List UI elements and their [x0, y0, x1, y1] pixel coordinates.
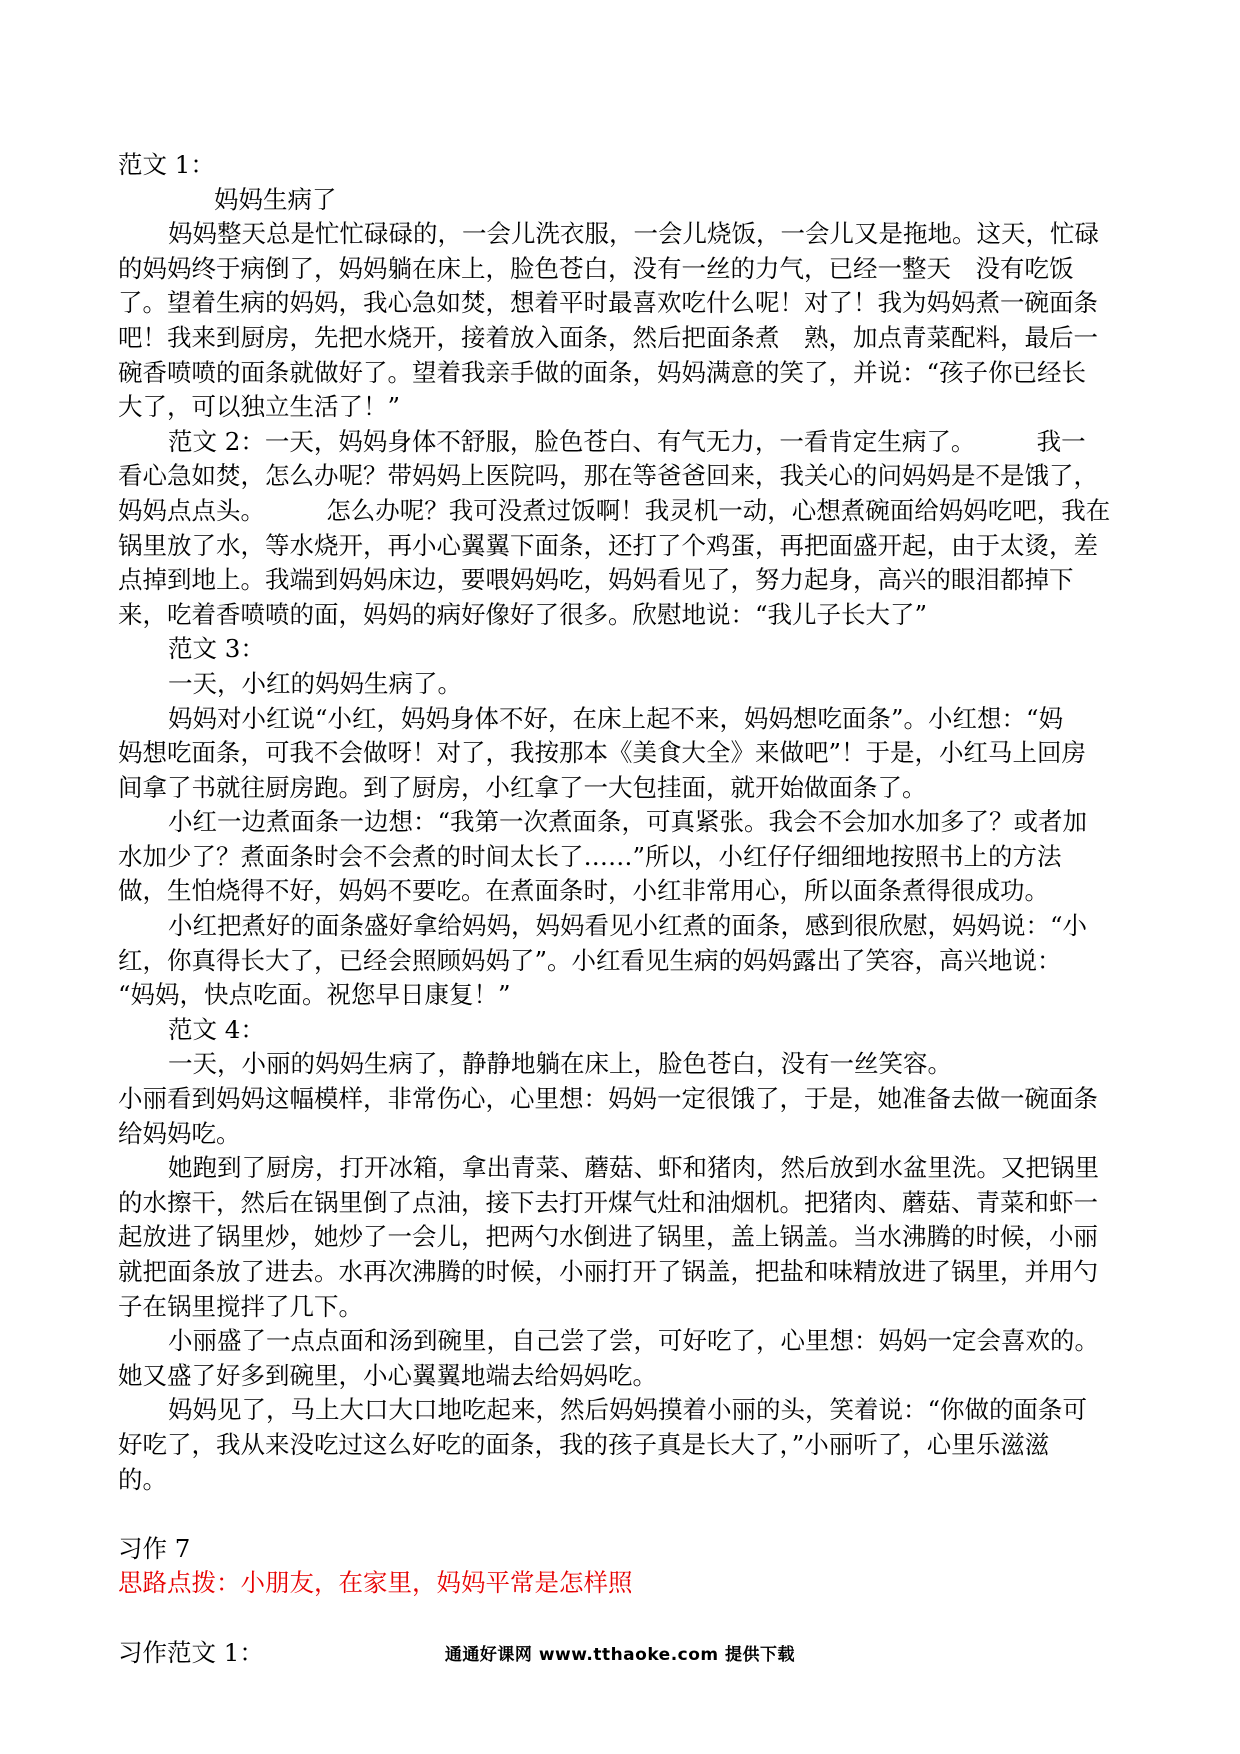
text-line: 妈妈点点头。 怎么办呢？我可没煮过饭啊！我灵机一动，心想煮碗面给妈妈吃吧，我在 — [118, 495, 1111, 525]
text-line: 碗香喷喷的面条就做好了。望着我亲手做的面条，妈妈满意的笑了，并说：“孩子你已经长 — [118, 357, 1087, 387]
document-body — [118, 148, 1138, 1670]
text-line: 给妈妈吃。 — [118, 1118, 241, 1148]
text-line: 的水擦干，然后在锅里倒了点油，接下去打开煤气灶和油烟机。把猪肉、蘑菇、青菜和虾一 — [118, 1187, 1098, 1217]
text-line: 吧！我来到厨房，先把水烧开，接着放入面条，然后把面条煮 熟，加点青菜配料，最后一 — [118, 322, 1098, 352]
text-line: 小红一边煮面条一边想：“我第一次煮面条，可真紧张。我会不会加水加多了？或者加 — [168, 807, 1088, 837]
text-line: 妈想吃面条，可我不会做呀！对了，我按那本《美食大全》来做吧”！于是，小红马上回房 — [118, 738, 1087, 768]
text-line: 子在锅里搅拌了几下。 — [118, 1291, 363, 1321]
essay-title: 妈妈生病了 — [214, 184, 337, 214]
text-line: 就把面条放了进去。水再次沸腾的时候，小丽打开了锅盖，把盐和味精放进了锅里，并用勺 — [118, 1257, 1098, 1286]
text-line: 红，你真得长大了，已经会照顾妈妈了”。小红看见生病的妈妈露出了笑容，高兴地说： — [118, 945, 1062, 975]
text-line: 来，吃着香喷喷的面，妈妈的病好像好了很多。欣慰地说：“我儿子长大了” — [118, 599, 928, 629]
text-line: 做，生怕烧得不好，妈妈不要吃。在煮面条时，小红非常用心，所以面条煮得很成功。 — [118, 876, 1049, 906]
text-line: 一天，小丽的妈妈生病了，静静地躺在床上，脸色苍白，没有一丝笑容。 — [168, 1049, 952, 1079]
text-line: 小丽盛了一点点面和汤到碗里，自己尝了尝，可好吃了，心里想：妈妈一定会喜欢的。 — [168, 1326, 1099, 1356]
text-line: 看心急如焚，怎么办呢？带妈妈上医院吗，那在等爸爸回来，我关心的问妈妈是不是饿了， — [118, 461, 1098, 491]
text-line: 她跑到了厨房，打开冰箱，拿出青菜、蘑菇、虾和猪肉，然后放到水盆里洗。又把锅里 — [168, 1153, 1099, 1183]
text-line: 好吃了，我从来没吃过这么好吃的面条，我的孩子真是长大了，”小丽听了，心里乐滋滋 — [118, 1429, 1050, 1459]
text-line: 的。 — [118, 1464, 167, 1494]
text-line: 一天，小红的妈妈生病了。 — [168, 668, 462, 698]
text-line: 妈妈对小红说“小红，妈妈身体不好，在床上起不来，妈妈想吃面条”。小红想：“妈 — [168, 703, 1064, 733]
text-line: 小丽看到妈妈这幅模样，非常伤心，心里想：妈妈一定很饿了，于是，她准备去做一碗面条 — [118, 1084, 1098, 1114]
spacer — [118, 1601, 1138, 1636]
text-line: 范文 4： — [168, 1014, 265, 1044]
text-line: 范文 1： — [118, 150, 215, 179]
text-line: 的妈妈终于病倒了，妈妈躺在床上，脸色苍白，没有一丝的力气，已经一整天 没有吃饭 — [118, 253, 1074, 283]
text-line: 水加少了？煮面条时会不会煮的时间太长了……”所以，小红仔仔细细地按照书上的方法 — [118, 841, 1062, 871]
text-line: “妈妈，快点吃面。祝您早日康复！” — [118, 980, 511, 1010]
text-line: 小红把煮好的面条盛好拿给妈妈，妈妈看见小红煮的面条，感到很欣慰，妈妈说：“小 — [168, 911, 1088, 941]
text-line: 范文 2：一天，妈妈身体不舒服，脸色苍白、有气无力，一看肯定生病了。 我一 — [168, 426, 1086, 456]
text-line: 间拿了书就往厨房跑。到了厨房，小红拿了一大包挂面，就开始做面条了。 — [118, 772, 927, 802]
hint-line: 思路点拨：小朋友，在家里，妈妈平常是怎样照 — [118, 1568, 633, 1598]
sample-title: 习作范文 1： — [118, 1637, 264, 1667]
spacer — [118, 1497, 1138, 1532]
text-line: 点掉到地上。我端到妈妈床边，要喂妈妈吃，妈妈看见了，努力起身，高兴的眼泪都掉下 — [118, 565, 1074, 595]
text-line: 妈妈见了，马上大口大口地吃起来，然后妈妈摸着小丽的头，笑着说：“你做的面条可 — [168, 1395, 1088, 1425]
text-line: 妈妈整天总是忙忙碌碌的，一会儿洗衣服，一会儿烧饭，一会儿又是拖地。这天，忙碌 — [168, 219, 1099, 249]
page-footer: 通通好课网 www.tthaoke.com 提供下载 — [444, 1645, 796, 1665]
section-title: 习作 7 — [118, 1533, 191, 1563]
text-line: 了。望着生病的妈妈，我心急如焚，想着平时最喜欢吃什么呢！对了！我为妈妈煮一碗面条 — [118, 288, 1098, 318]
text-line: 起放进了锅里炒，她炒了一会儿，把两勺水倒进了锅里，盖上锅盖。当水沸腾的时候，小丽 — [118, 1222, 1098, 1252]
text-line: 锅里放了水，等水烧开，再小心翼翼下面条，还打了个鸡蛋，再把面盛开起，由于太烫，差 — [118, 530, 1098, 560]
text-line: 大了，可以独立生活了！” — [118, 392, 401, 422]
text-line: 她又盛了好多到碗里，小心翼翼地端去给妈妈吃。 — [118, 1360, 657, 1390]
text-line: 范文 3： — [168, 634, 265, 664]
